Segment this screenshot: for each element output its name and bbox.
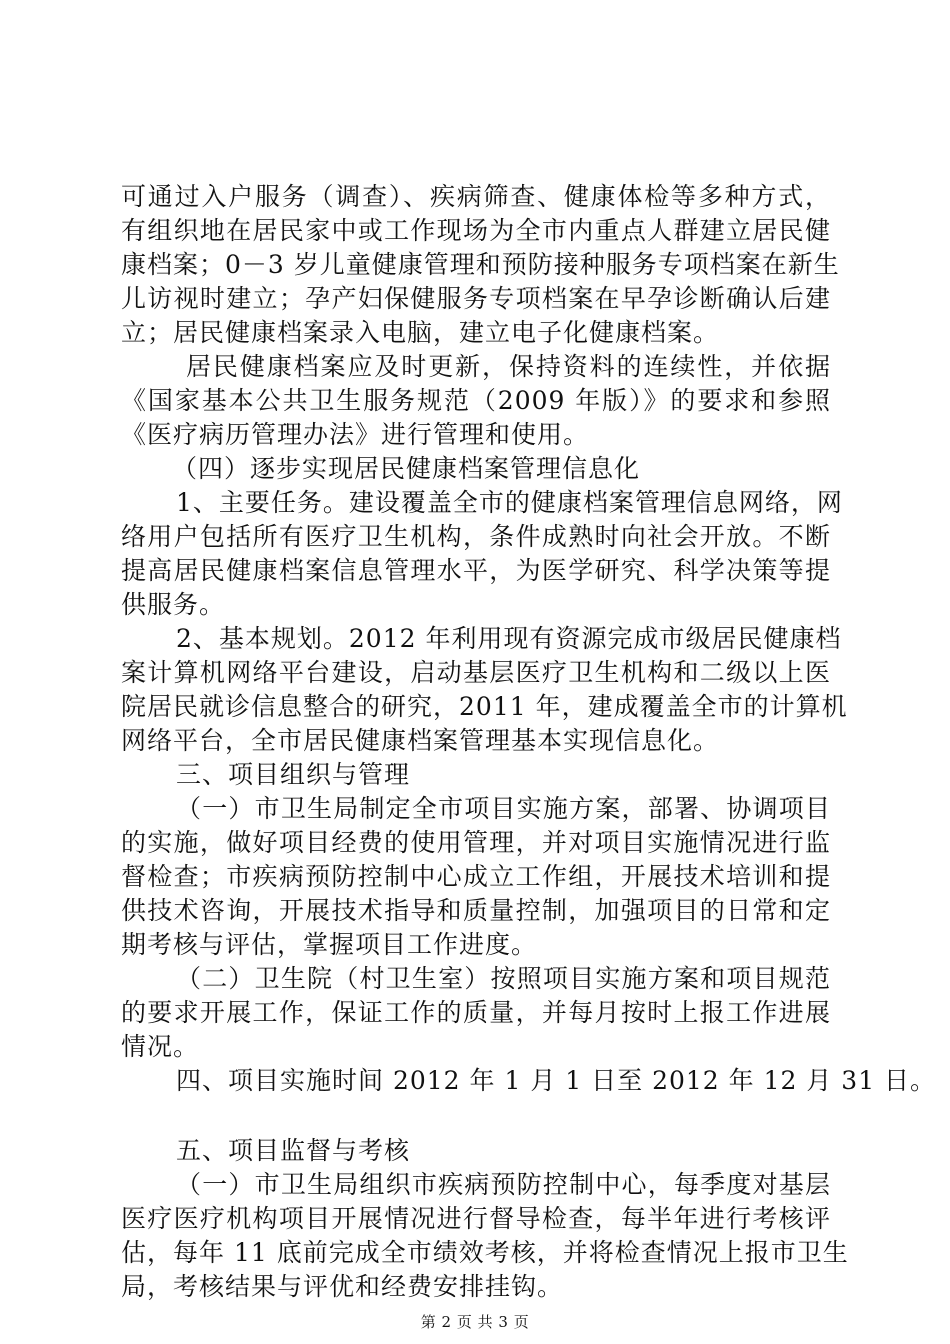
text-line: 督检查；市疾病预防控制中心成立工作组，开展技术培训和提 (121, 862, 831, 891)
text-line: （一）市卫生局制定全市项目实施方案，部署、协调项目 (176, 794, 831, 823)
text-line: 康档案；0－3 岁儿童健康管理和预防接种服务专项档案在新生 (121, 250, 840, 279)
text-line: 可通过入户服务（调查）、疾病筛查、健康体检等多种方式， (121, 182, 831, 211)
text-line: （二）卫生院（村卫生室）按照项目实施方案和项目规范 (176, 964, 831, 993)
text-line: 情况。 (121, 1032, 200, 1061)
page-number-footer: 第 2 页 共 3 页 (420, 1313, 530, 1331)
text-line: 有组织地在居民家中或工作现场为全市内重点人群建立居民健 (121, 216, 831, 245)
text-line: 络用户包括所有医疗卫生机构，条件成熟时向社会开放。不断 (121, 522, 831, 551)
text-line: （一）市卫生局组织市疾病预防控制中心，每季度对基层 (176, 1170, 831, 1199)
text-line: 居民健康档案应及时更新，保持资料的连续性，并依据 (186, 352, 831, 381)
text-line: 供技术咨询，开展技术指导和质量控制，加强项目的日常和定 (121, 896, 831, 925)
text-line: 案计算机网络平台建设，启动基层医疗卫生机构和二级以上医 (121, 658, 831, 687)
text-line: 提高居民健康档案信息管理水平，为医学研究、科学决策等提 (121, 556, 831, 585)
text-line: 供服务。 (121, 590, 226, 619)
text-line: 期考核与评估，掌握项目工作进度。 (121, 930, 538, 959)
text-line: 1、主要任务。建设覆盖全市的健康档案管理信息网络，网 (176, 488, 843, 517)
text-line: 网络平台，全市居民健康档案管理基本实现信息化。 (121, 726, 720, 755)
text-line: 2、基本规划。2012 年利用现有资源完成市级居民健康档 (176, 624, 842, 653)
text-line: 估，每年 11 底前完成全市绩效考核，并将检查情况上报市卫生 (121, 1238, 849, 1267)
text-line: 医疗医疗机构项目开展情况进行督导检查，每半年进行考核评 (121, 1204, 831, 1233)
text-line: 《国家基本公共卫生服务规范（2009 年版）》的要求和参照 (121, 386, 831, 415)
text-line: 的要求开展工作，保证工作的质量，并每月按时上报工作进展 (121, 998, 831, 1027)
section-heading: （四）逐步实现居民健康档案管理信息化 (172, 454, 641, 483)
section-heading: 五、项目监督与考核 (176, 1136, 411, 1165)
text-line: 院居民就诊信息整合的研究，2011 年，建成覆盖全市的计算机 (121, 692, 848, 721)
text-line: 局，考核结果与评优和经费安排挂钩。 (121, 1272, 564, 1301)
section-heading: 三、项目组织与管理 (176, 760, 411, 789)
text-line: 的实施，做好项目经费的使用管理，并对项目实施情况进行监 (121, 828, 831, 857)
text-line: 儿访视时建立；孕产妇保健服务专项档案在早孕诊断确认后建 (121, 284, 831, 313)
text-line: 《医疗病历管理办法》进行管理和使用。 (121, 420, 590, 449)
text-line: 四、项目实施时间 2012 年 1 月 1 日至 2012 年 12 月 31 日。 (176, 1066, 937, 1095)
text-line: 立；居民健康档案录入电脑，建立电子化健康档案。 (121, 318, 720, 347)
